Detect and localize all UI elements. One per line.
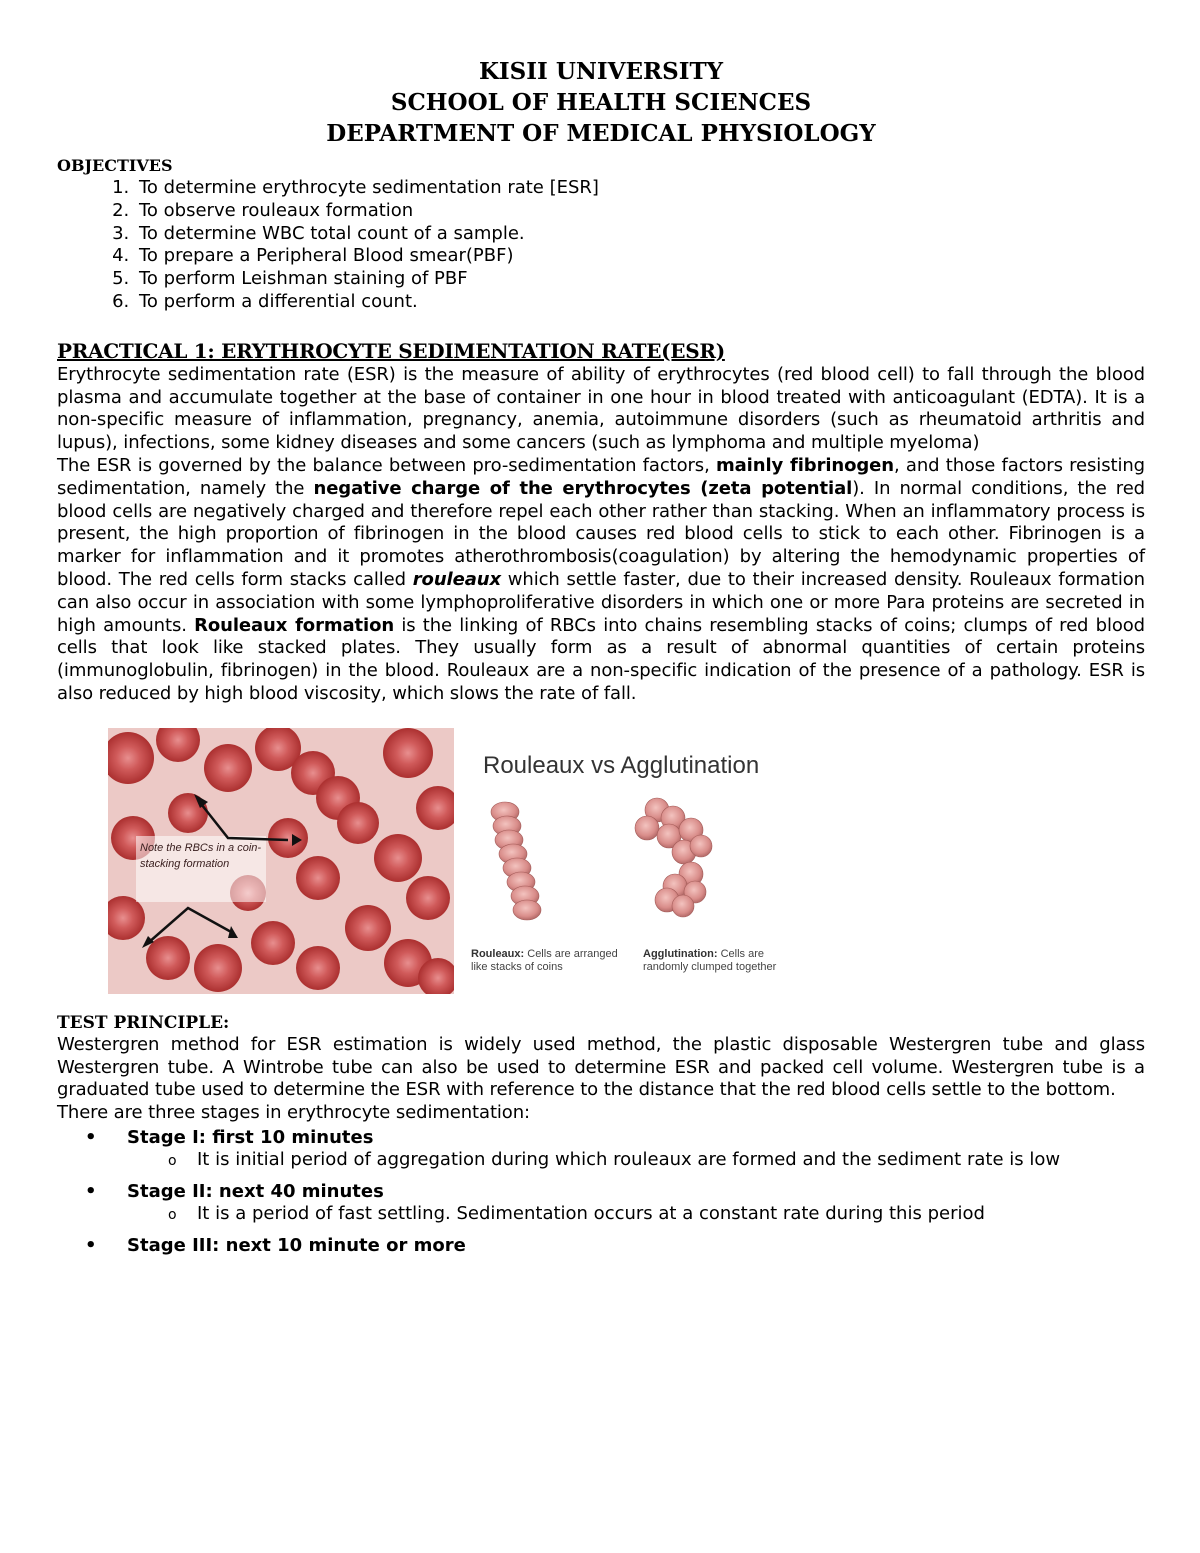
stages-intro: There are three stages in erythrocyte sedimentation:: [57, 1102, 530, 1124]
practical-title: PRACTICAL 1: ERYTHROCYTE SEDIMENTATION RATE(ESR): [57, 338, 725, 363]
objectives-list: [57, 177, 1145, 314]
stage-label: Stage II: next 40 minutes: [127, 1180, 384, 1202]
agglutination-caption-label: Agglutination:: [643, 947, 718, 960]
test-principle-title: TEST PRINCIPLE:: [57, 1012, 230, 1033]
stage-item: [57, 1181, 1145, 1225]
rouleaux-caption: [471, 948, 631, 974]
objective-item: 2. To observe rouleaux formation: [135, 200, 1145, 223]
objectives-title: OBJECTIVES: [57, 156, 173, 175]
cell-diagram: [469, 796, 829, 946]
figures-row: [57, 728, 1145, 996]
document-header: [57, 56, 1145, 149]
esr-definition-paragraph: Erythrocyte sedimentation rate (ESR) is the measure of ability of erythrocytes (red blood cell) to fall through the blood plasma and accumulate together at the base of container in one hour in blood treated with anticoagulant (EDTA). It is a non-specific measure of inflammation, pregnancy, anemia, autoimmune disorders (such as rheumatoid arthritis and lupus), infections, some kidney diseases and some cancers (such as lymphoma and multiple myeloma): [57, 363, 1145, 454]
rouleaux-caption-text: Cells are arranged like stacks of coins: [471, 947, 618, 973]
text-run: is the linking of RBCs into chains resembling stacks of coins; clumps of red blood cells that look like stacked plates. They usually form as a result of abnormal quantities of certain proteins (immunoglobulin, fibrinogen) in the blood. Rouleaux are a non-specific indication of the presence of a pathology. ESR is also reduced by high blood viscosity, which slows the rate of fall.: [57, 614, 1145, 704]
text-run: The ESR is governed by the balance between pro-sedimentation factors,: [57, 454, 716, 476]
bold-italic-rouleaux: rouleaux: [412, 568, 501, 590]
rouleaux-caption-label: Rouleaux:: [471, 947, 525, 960]
bold-fibrinogen: mainly fibrinogen: [715, 454, 895, 476]
document-page: [57, 56, 1145, 1257]
text-run: which settle faster, due to their increased density. Rouleaux formation can also occur in association with some lymphoproliferative disorders in which one or more Para proteins are secreted in high amounts.: [57, 568, 1145, 636]
objective-item: 6. To perform a differential count.: [135, 291, 1145, 314]
stages-list: [57, 1127, 1145, 1257]
stage-detail: o It is a period of fast settling. Sedimentation occurs at a constant rate during this period: [127, 1203, 1145, 1225]
objective-item: 1. To determine erythrocyte sedimentation rate [ESR]: [135, 177, 1145, 200]
test-principle-paragraph: Westergren method for ESR estimation is widely used method, the plastic disposable Westergren tube and glass Westergren tube. A Wintrobe tube can also be used to determine ESR and packed cell volume. Westergren tube is a graduated tube used to determine the ESR with reference to the distance that the red blood cells settle to the bottom.: [57, 1033, 1145, 1101]
agglutination-caption: [643, 948, 803, 974]
objective-item: 3. To determine WBC total count of a sample.: [135, 223, 1145, 246]
school-name: SCHOOL OF HEALTH SCIENCES: [390, 89, 812, 116]
rbc-micrograph: [108, 728, 454, 994]
note-text: Note the RBCs in a coin-stacking formation: [140, 841, 262, 870]
objective-item: 4. To prepare a Peripheral Blood smear(PBF): [135, 245, 1145, 268]
esr-mechanism-paragraph: [57, 455, 1145, 706]
text-run: ). In normal conditions, the red blood cells are negatively charged and therefore repel each other rather than stacking. When an inflammatory process is present, the high proportion of fibrinogen in the blood causes red blood cells to stick to each other. Fibrinogen is a marker for inflammation and it promotes atherothrombosis(coagulation) by altering the hemodynamic properties of blood. The red cells form stacks called: [57, 477, 1145, 590]
stage-detail: o It is initial period of aggregation during which rouleaux are formed and the sediment rate is low: [127, 1149, 1145, 1171]
stage-item: [57, 1127, 1145, 1171]
bold-rouleaux-formation: Rouleaux formation: [194, 614, 395, 636]
text-run: , and those factors resisting sedimentation, namely the: [57, 454, 1145, 499]
stage-label: Stage I: first 10 minutes: [127, 1126, 374, 1148]
objective-item: 5. To perform Leishman staining of PBF: [135, 268, 1145, 291]
rouleaux-vs-agglutination-figure: [469, 740, 829, 996]
figure-title: Rouleaux vs Agglutination: [483, 751, 760, 779]
agglutination-caption-text: Cells are randomly clumped together: [643, 947, 777, 973]
bold-zeta-potential: negative charge of the erythrocytes (zeta potential: [313, 477, 853, 499]
stage-item: [57, 1235, 1145, 1257]
department-name: DEPARTMENT OF MEDICAL PHYSIOLOGY: [326, 120, 876, 147]
stage-label: Stage III: next 10 minute or more: [127, 1234, 466, 1256]
annotation-arrows: [108, 728, 454, 994]
university-name: KISII UNIVERSITY: [478, 58, 724, 85]
